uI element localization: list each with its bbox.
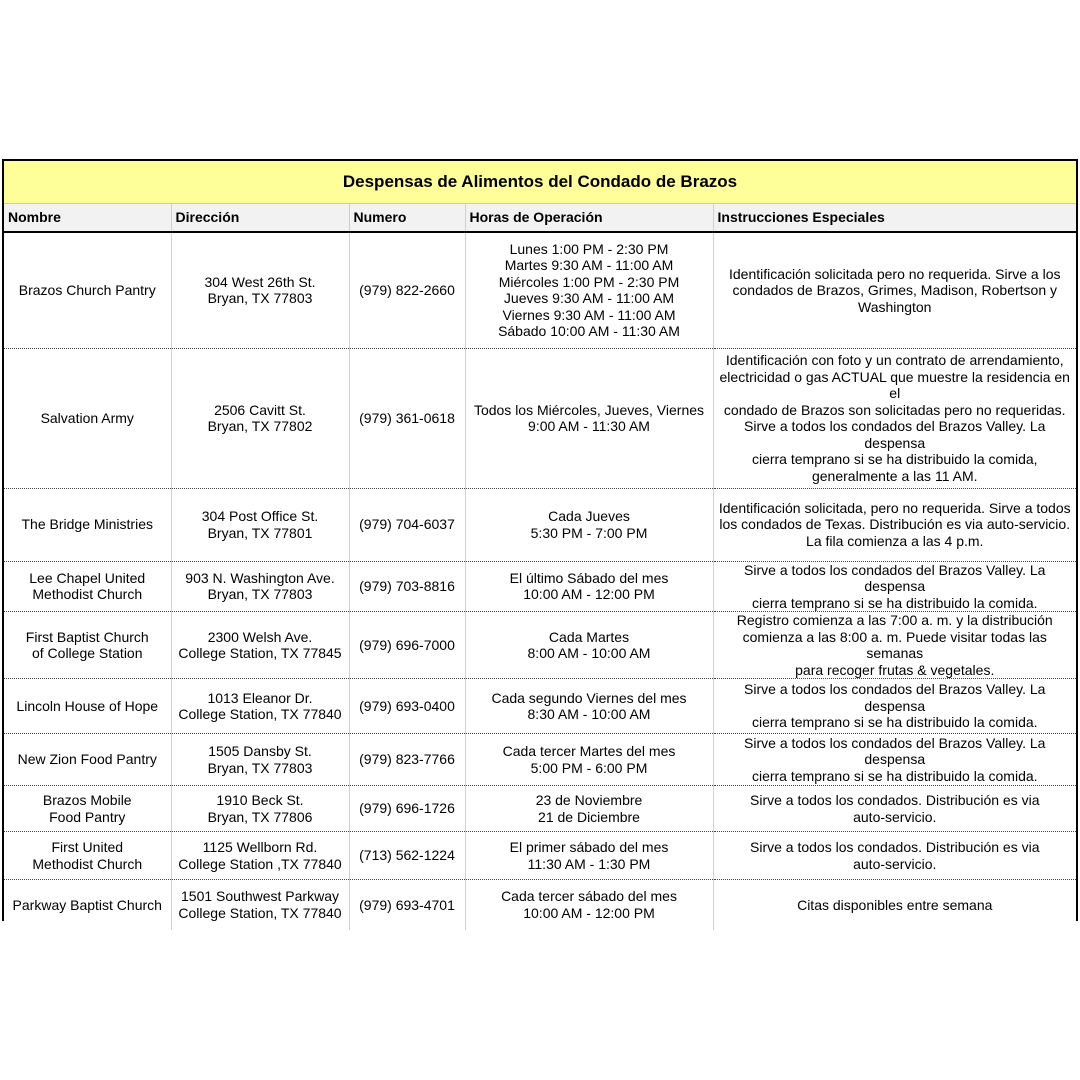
cell-address-line: College Station, TX 77840 xyxy=(178,904,342,921)
cell-phone: (979) 696-7000 xyxy=(349,612,465,679)
cell-address-line: Bryan, TX 77803 xyxy=(207,290,313,307)
cell-phone: (979) 693-0400 xyxy=(349,679,465,734)
cell-address xyxy=(171,734,349,786)
cell-name xyxy=(4,832,171,880)
header-hours: Horas de Operación xyxy=(465,204,713,232)
cell-notes-line: para recoger frutas & vegetales. xyxy=(795,661,995,678)
cell-name-line: Salvation Army xyxy=(40,409,134,426)
cell-name-line: Lee Chapel United xyxy=(29,569,146,586)
cell-hours-line: Cada tercer Martes del mes xyxy=(502,743,676,759)
cell-name xyxy=(4,348,171,488)
cell-hours-line: Cada segundo Viernes del mes xyxy=(491,689,687,706)
cell-hours xyxy=(465,612,713,679)
cell-name-line: The Bridge Ministries xyxy=(21,516,153,533)
cell-address xyxy=(171,348,349,488)
cell-hours xyxy=(465,832,713,880)
cell-hours-line: Jueves 9:30 AM - 11:00 AM xyxy=(503,290,675,307)
cell-address-line: 2506 Cavitt St. xyxy=(214,401,306,418)
cell-name-line: Brazos Church Pantry xyxy=(18,282,156,298)
cell-hours-line: 10:00 AM - 12:00 PM xyxy=(523,586,655,603)
cell-name-line: Brazos Mobile xyxy=(42,792,132,808)
table-row xyxy=(4,679,1076,734)
cell-name xyxy=(4,612,171,679)
cell-hours-line: Cada tercer sábado del mes xyxy=(501,888,677,905)
cell-name xyxy=(4,561,171,612)
cell-hours-line: 9:00 AM - 11:30 AM xyxy=(528,418,650,434)
cell-notes xyxy=(713,612,1076,679)
cell-address xyxy=(171,880,349,930)
table-row xyxy=(4,786,1076,832)
header-address: Dirección xyxy=(171,204,349,232)
cell-phone: (979) 693-4701 xyxy=(349,880,465,930)
table-row xyxy=(4,612,1076,679)
cell-address xyxy=(171,488,349,561)
table-row xyxy=(4,734,1076,786)
cell-notes-line: generalmente a las 11 AM. xyxy=(811,467,978,484)
table-row xyxy=(4,232,1076,348)
cell-notes-line: auto-servicio. xyxy=(853,808,937,825)
header-row xyxy=(4,204,1076,232)
cell-hours xyxy=(465,348,713,488)
cell-notes xyxy=(713,232,1076,348)
cell-notes-line: Sirve a todos los condados del Brazos Valley. La despensa xyxy=(744,734,1046,768)
cell-hours-line: 5:00 PM - 6:00 PM xyxy=(530,759,648,776)
cell-name-line: Food Pantry xyxy=(49,808,126,825)
cell-hours-line: 8:30 AM - 10:00 AM xyxy=(527,706,651,722)
cell-hours-line: 21 de Diciembre xyxy=(538,808,640,825)
cell-notes-line: Sirve a todos los condados. Distribución es via xyxy=(750,839,1040,855)
header-phone: Numero xyxy=(349,204,465,232)
cell-address-line: Bryan, TX 77803 xyxy=(207,586,313,603)
cell-notes-line: comienza a las 8:00 a. m. Puede visitar todas las semanas xyxy=(742,628,1047,661)
cell-notes-line: La fila comienza a las 4 p.m. xyxy=(806,532,984,549)
cell-notes-line: cierra temprano si se ha distribuido la comida. xyxy=(751,714,1038,731)
cell-hours-line: El último Sábado del mes xyxy=(509,569,669,586)
cell-notes-line: Sirve a todos los condados del Brazos Valley. La despensa xyxy=(744,681,1046,714)
cell-hours xyxy=(465,488,713,561)
cell-hours-line: El primer sábado del mes xyxy=(509,839,669,855)
cell-notes xyxy=(713,679,1076,734)
table-row xyxy=(4,348,1076,488)
cell-name xyxy=(4,734,171,786)
cell-hours-line: 23 de Noviembre xyxy=(535,792,643,808)
cell-name xyxy=(4,232,171,348)
cell-notes xyxy=(713,786,1076,832)
cell-hours-line: 10:00 AM - 12:00 PM xyxy=(523,904,655,921)
cell-hours xyxy=(465,232,713,348)
cell-address-line: Bryan, TX 77806 xyxy=(207,808,313,825)
cell-notes xyxy=(713,561,1076,612)
cell-address-line: 1505 Dansby St. xyxy=(208,743,312,759)
table-row xyxy=(4,880,1076,930)
cell-address xyxy=(171,232,349,348)
cell-notes-line: Identificación solicitada pero no requerida. Sirve a los xyxy=(728,265,1061,282)
cell-hours-line: Sábado 10:00 AM - 11:30 AM xyxy=(498,323,680,340)
cell-notes xyxy=(713,488,1076,561)
cell-address-line: Bryan, TX 77803 xyxy=(207,759,313,776)
cell-notes-line: Sirve a todos los condados del Brazos Valley. La despensa xyxy=(744,561,1046,594)
cell-address-line: 304 West 26th St. xyxy=(204,273,316,290)
sheet-title: Despensas de Alimentos del Condado de Brazos xyxy=(4,161,1076,204)
cell-address-line: 1013 Eleanor Dr. xyxy=(207,689,313,706)
cell-address xyxy=(171,561,349,612)
spreadsheet xyxy=(2,159,1078,921)
cell-address-line: 2300 Welsh Ave. xyxy=(207,628,313,645)
cell-name-line: First Baptist Church xyxy=(25,628,149,645)
cell-notes xyxy=(713,348,1076,488)
table-row xyxy=(4,488,1076,561)
cell-notes-line: cierra temprano si se ha distribuido la comida, xyxy=(751,451,1038,467)
cell-address-line: 1501 Southwest Parkway xyxy=(181,888,339,905)
cell-hours xyxy=(465,786,713,832)
cell-hours-line: Viernes 9:30 AM - 11:00 AM xyxy=(502,306,676,323)
cell-name-line: Parkway Baptist Church xyxy=(12,896,162,913)
cell-phone: (979) 696-1726 xyxy=(349,786,465,832)
cell-address-line: 903 N. Washington Ave. xyxy=(185,569,335,586)
cell-notes-line: Registro comienza a las 7:00 a. m. y la distribución xyxy=(736,612,1053,628)
cell-phone: (979) 361-0618 xyxy=(349,348,465,488)
cell-phone: (979) 822-2660 xyxy=(349,232,465,348)
food-pantry-table xyxy=(4,204,1076,930)
cell-notes-line: los condados de Texas. Distribución es via auto-servicio. xyxy=(719,516,1071,533)
cell-address-line: College Station, TX 77845 xyxy=(178,645,342,661)
cell-address-line: Bryan, TX 77801 xyxy=(207,524,313,541)
cell-address-line: 304 Post Office St. xyxy=(201,508,319,524)
cell-notes-line: Identificación con foto y un contrato de arrendamiento, xyxy=(725,352,1064,368)
cell-name-line: First United xyxy=(51,839,124,855)
cell-address-line: College Station ,TX 77840 xyxy=(178,855,342,872)
cell-hours-line: Todos los Miércoles, Jueves, Viernes xyxy=(473,401,705,418)
cell-notes-line: electricidad o gas ACTUAL que muestre la residencia en el xyxy=(719,368,1070,401)
cell-address-line: College Station, TX 77840 xyxy=(178,706,342,722)
cell-hours-line: Lunes 1:00 PM - 2:30 PM xyxy=(509,240,669,257)
cell-notes xyxy=(713,734,1076,786)
cell-hours-line: Cada Jueves xyxy=(548,508,630,524)
cell-notes-line: Sirve a todos los condados. Distribución es via xyxy=(750,792,1040,808)
cell-hours-line: 11:30 AM - 1:30 PM xyxy=(527,855,651,872)
cell-address xyxy=(171,832,349,880)
table-body xyxy=(4,232,1076,930)
cell-hours-line: Cada Martes xyxy=(548,628,630,645)
cell-name-line: Lincoln House of Hope xyxy=(16,697,159,714)
cell-notes-line: Washington xyxy=(858,298,932,315)
cell-notes xyxy=(713,880,1076,930)
cell-notes-line: cierra temprano si se ha distribuido la comida. xyxy=(751,594,1038,611)
cell-address xyxy=(171,612,349,679)
cell-notes-line: condado de Brazos son solicitadas pero no requeridas. xyxy=(723,401,1066,418)
cell-phone: (979) 704-6037 xyxy=(349,488,465,561)
cell-notes-line: condados de Brazos, Grimes, Madison, Robertson y xyxy=(732,282,1057,298)
cell-hours xyxy=(465,561,713,612)
cell-hours-line: Martes 9:30 AM - 11:00 AM xyxy=(504,257,674,274)
cell-notes-line: auto-servicio. xyxy=(853,855,937,872)
cell-name-line: Methodist Church xyxy=(32,855,143,872)
cell-hours-line: Miércoles 1:00 PM - 2:30 PM xyxy=(498,273,680,290)
cell-address-line: 1910 Beck St. xyxy=(216,792,304,808)
cell-phone: (979) 703-8816 xyxy=(349,561,465,612)
cell-name-line: New Zion Food Pantry xyxy=(17,751,157,768)
cell-hours-line: 5:30 PM - 7:00 PM xyxy=(530,524,648,541)
cell-phone: (713) 562-1224 xyxy=(349,832,465,880)
cell-address-line: Bryan, TX 77802 xyxy=(207,418,313,434)
cell-name-line: of College Station xyxy=(31,645,143,661)
cell-notes-line: Identificación solicitada, pero no requerida. Sirve a todos xyxy=(718,499,1071,516)
table-row xyxy=(4,832,1076,880)
cell-address xyxy=(171,679,349,734)
cell-hours xyxy=(465,734,713,786)
header-notes: Instrucciones Especiales xyxy=(713,204,1076,232)
cell-name xyxy=(4,786,171,832)
cell-hours-line: 8:00 AM - 10:00 AM xyxy=(527,645,651,661)
cell-hours xyxy=(465,880,713,930)
cell-name xyxy=(4,679,171,734)
cell-name xyxy=(4,880,171,930)
cell-hours xyxy=(465,679,713,734)
cell-notes-line: cierra temprano si se ha distribuido la comida. xyxy=(751,767,1038,784)
cell-notes-line: Citas disponibles entre semana xyxy=(797,896,993,913)
cell-phone: (979) 823-7766 xyxy=(349,734,465,786)
table-row xyxy=(4,561,1076,612)
cell-notes xyxy=(713,832,1076,880)
header-name: Nombre xyxy=(4,204,171,232)
cell-address-line: 1125 Wellborn Rd. xyxy=(202,839,318,855)
cell-name-line: Methodist Church xyxy=(32,586,143,603)
cell-address xyxy=(171,786,349,832)
cell-name xyxy=(4,488,171,561)
cell-notes-line: Sirve a todos los condados del Brazos Valley. La despensa xyxy=(744,418,1046,451)
